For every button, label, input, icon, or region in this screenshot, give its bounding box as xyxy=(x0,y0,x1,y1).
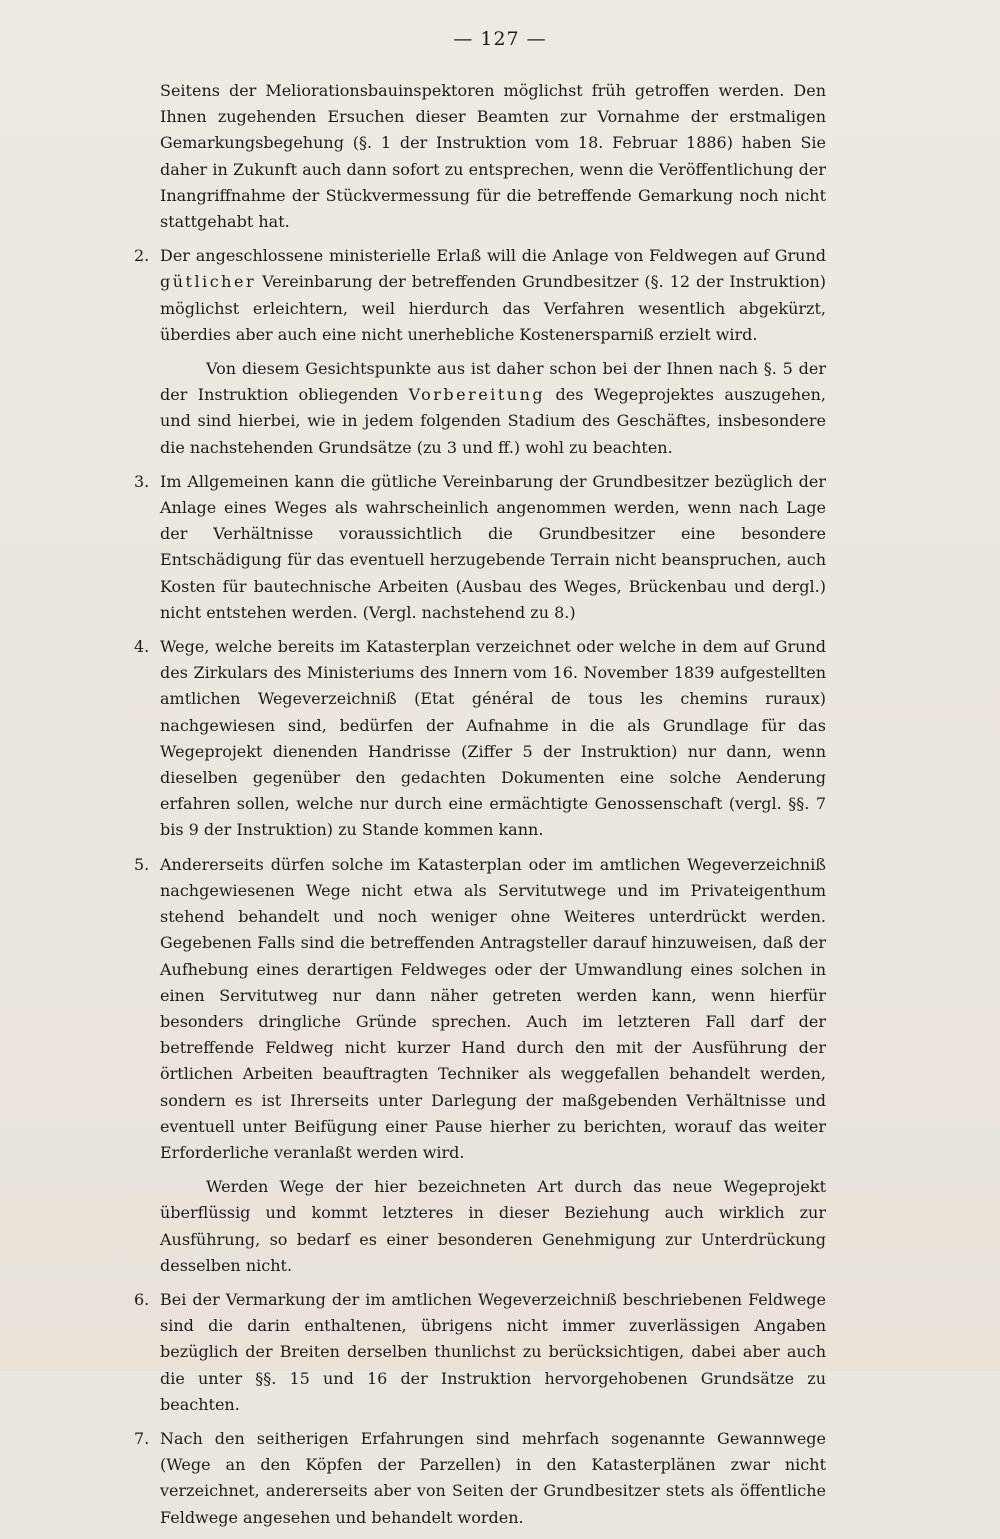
paragraph-3 xyxy=(134,469,826,626)
paragraph-intro xyxy=(160,78,826,235)
paragraph-text: Seitens der Meliorationsbauinspektoren möglichst früh getroffen werden. Den Ihnen zugehenden Ersuchen dieser Beamten zur Vornahme der erstmaligen Gemarkungsbegehung (§. 1 der Instruktion vom 18. Februar 1886) haben Sie daher in Zukunft auch dann sofort zu entsprechen, wenn die Veröffentlichung der Inangriffnahme der Stückvermessung für die betreffende Gemarkung noch nicht stattgehabt hat. xyxy=(160,81,826,232)
spaced-emphasis: Vorbereitung xyxy=(408,385,546,405)
spaced-emphasis: gütlicher xyxy=(160,272,257,292)
paragraph-text: Nach den seitherigen Erfahrungen sind mehrfach sogenannte Gewannwege (Wege an den Köpfen der Parzellen) in den Katasterplänen zwar nicht verzeichnet, andererseits aber von Seiten der Grundbesitzer stets als öffentliche Feldwege angesehen und behandelt worden. xyxy=(160,1428,826,1527)
paragraph-2-continued xyxy=(160,356,826,461)
paragraph-text: Wege, welche bereits im Katasterplan verzeichnet oder welche in dem auf Grund des Zirkulars des Ministeriums des Innern vom 16. November 1839 aufgestellten amtlichen Wegeverzeichniß (Etat général de tous les chemins ruraux) nachgewiesen sind, bedürfen der Aufnahme in die als Grundlage für das Wegeprojekt dienenden Handrisse (Ziffer 5 der Instruktion) nur dann, wenn dieselben gegenüber den gedachten Dokumenten eine solche Aenderung erfahren sollen, welche nur durch eine ermächtigte Genossenschaft (vergl. §§. 7 bis 9 der Instruktion) zu Stande kommen kann. xyxy=(160,637,826,840)
paragraph-text: des Wegeprojektes auszugehen, und sind hierbei, wie in jedem folgenden Stadium des Geschäftes, insbesondere die nachstehenden Grundsätze (zu 3 und ff.) wohl zu beachten. xyxy=(160,385,827,457)
paragraph-4 xyxy=(134,634,826,844)
paragraph-number: 5. xyxy=(134,854,150,874)
paragraph-number: 2. xyxy=(134,246,150,266)
paragraph-6 xyxy=(134,1287,826,1418)
paragraph-7 xyxy=(134,1426,826,1531)
paragraph-number: 3. xyxy=(134,471,150,491)
paragraph-text: Im Allgemeinen kann die gütliche Vereinbarung der Grundbesitzer bezüglich der Anlage eines Weges als wahrscheinlich angenommen werden, wenn nach Lage der Verhältnisse voraussichtlich die Grundbesitzer eine besondere Entschädigung für das eventuell herzugebende Terrain nicht beanspruchen, auch Kosten für bautechnische Arbeiten (Ausbau des Weges, Brückenbau und dergl.) nicht entstehen werden. (Vergl. nachstehend zu 8.) xyxy=(160,471,826,622)
paragraph-5-continued xyxy=(160,1174,826,1279)
paragraph-text: Andererseits dürfen solche im Katasterplan oder im amtlichen Wegeverzeichniß nachgewiesenen Wege nicht etwa als Servitutwege und im Privateigenthum stehend behandelt und noch weniger ohne Weiteres unterdrückt werden. Gegebenen Falls sind die betreffenden Antragsteller darauf hinzuweisen, daß der Aufhebung eines derartigen Feldweges oder der Umwandlung eines solchen in einen Servitutweg nur dann näher getreten werden kann, wenn hierfür besonders dringliche Gründe sprechen. Auch im letzteren Fall darf der betreffende Feldweg nicht kurzer Hand durch den mit der Ausführung der örtlichen Arbeiten beauftragten Techniker als weggefallen behandelt werden, sondern es ist Ihrerseits unter Darlegung der maßgebenden Verhältnisse und eventuell unter Beifügung einer Pause hierher zu berichten, worauf das weiter Erforderliche veranlaßt werden wird. xyxy=(160,854,826,1162)
paragraph-number: 7. xyxy=(134,1428,150,1448)
paragraph-number: 4. xyxy=(134,637,150,657)
paragraph-text: Werden Wege der hier bezeichneten Art durch das neue Wegeprojekt überflüssig und kommt letzteres in dieser Beziehung auch wirklich zur Ausführung, so bedarf es einer besonderen Genehmigung zur Unterdrückung desselben nicht. xyxy=(160,1177,826,1275)
page-number: — 127 — xyxy=(453,28,547,50)
document-body xyxy=(134,78,827,1539)
paragraph-5 xyxy=(134,852,826,1166)
paragraph-text: Vereinbarung der betreffenden Grundbesitzer (§. 12 der Instruktion) möglichst erleichtern, weil hierdurch das Verfahren wesentlich abgekürzt, überdies aber auch eine nicht unerhebliche Kostenersparniß erzielt wird. xyxy=(160,272,826,344)
paragraph-text: Der angeschlossene ministerielle Erlaß will die Anlage von Feldwegen auf Grund xyxy=(160,246,826,266)
paragraph-text: Bei der Vermarkung der im amtlichen Wegeverzeichniß beschriebenen Feldwege sind die darin enthaltenen, übrigens nicht immer zuverlässigen Angaben bezüglich der Breiten derselben thunlichst zu berücksichtigen, dabei aber auch die unter §§. 15 und 16 der Instruktion hervorgehobenen Grundsätze zu beachten. xyxy=(160,1289,826,1414)
paragraph-2 xyxy=(134,243,826,348)
paragraph-text: Von diesem Gesichtspunkte aus ist daher schon bei der Ihnen nach §. 5 der der Instruktion obliegenden xyxy=(160,359,826,405)
paragraph-number: 6. xyxy=(134,1289,150,1309)
